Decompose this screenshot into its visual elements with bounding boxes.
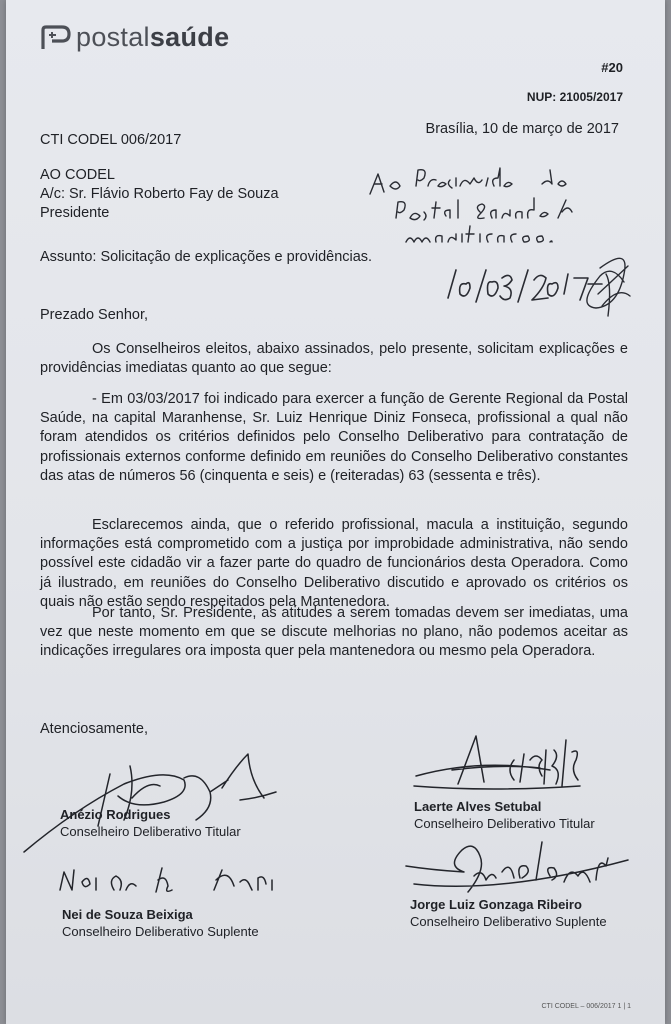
recipient-line: AO CODEL bbox=[40, 167, 115, 183]
signatory-role: Conselheiro Deliberativo Suplente bbox=[62, 924, 259, 939]
letter-subject: Assunto: Solicitação de explicações e providências. bbox=[40, 249, 373, 265]
letter-closing: Atenciosamente, bbox=[40, 721, 149, 737]
signature-laerte-alves-setubal bbox=[410, 730, 640, 800]
handwritten-dispatch-note bbox=[362, 156, 632, 326]
recipient-block bbox=[40, 166, 279, 223]
letter-date: Brasília, 10 de março de 2017 bbox=[425, 121, 619, 137]
document-number: #20 bbox=[601, 60, 623, 75]
body-paragraph: - Em 03/03/2017 foi indicado para exercer a função de Gerente Regional da Postal Saúde, na capital Maranhense, Sr. Luiz Henrique Diniz Fonseca, profissional a qual não foram atendidos os critérios definidos pelo Conselho Deliberativo para contratação de profissionais externos conforme definido em reuniões do Conselho Deliberativo constantes das atas de números 56 (cinquenta e seis) e (reiteradas) 63 (sessenta e três). bbox=[40, 391, 628, 484]
signatory-role: Conselheiro Deliberativo Titular bbox=[60, 824, 241, 839]
signature-nei-de-souza-beixiga bbox=[54, 860, 284, 904]
body-paragraph: Por tanto, Sr. Presidente, as atitudes a serem tomadas devem ser imediatas, uma vez que neste momento em que se discute melhorias no plano, não podemos aceitar as indicações irregulares ora imposta quer pela mantenedora ou mesmo pela Operadora. bbox=[40, 605, 628, 660]
signatory-block bbox=[60, 806, 241, 840]
postal-saude-logo bbox=[40, 22, 229, 53]
signatory-name: Laerte Alves Setubal bbox=[414, 799, 542, 814]
logo-wordmark: postalsaúde bbox=[76, 22, 230, 52]
body-paragraph: Os Conselheiros eleitos, abaixo assinados, pelo presente, solicitam explicações e providências imediatas quanto ao que segue: bbox=[40, 341, 628, 377]
signatory-role: Conselheiro Deliberativo Suplente bbox=[410, 914, 607, 929]
signatory-block bbox=[410, 896, 607, 930]
letter-reference: CTI CODEL 006/2017 bbox=[40, 132, 182, 148]
signatory-name: Anézio Rodrigues bbox=[60, 807, 171, 822]
signatory-block bbox=[62, 906, 259, 940]
recipient-line: Presidente bbox=[40, 205, 110, 221]
page-footer-reference: CTI CODEL – 006/2017 1 | 1 bbox=[541, 1003, 631, 1010]
signatory-block bbox=[414, 798, 595, 832]
letter-greeting: Prezado Senhor, bbox=[40, 307, 149, 323]
signatory-name: Nei de Souza Beixiga bbox=[62, 907, 193, 922]
signature-anezio-rodrigues bbox=[14, 740, 284, 860]
signatory-name: Jorge Luiz Gonzaga Ribeiro bbox=[410, 897, 582, 912]
postal-saude-logo-icon bbox=[40, 25, 72, 51]
letter-page bbox=[6, 0, 665, 1024]
recipient-line: A/c: Sr. Flávio Roberto Fay de Souza bbox=[40, 186, 279, 202]
nup-number: NUP: 21005/2017 bbox=[526, 90, 623, 104]
body-paragraph: Esclarecemos ainda, que o referido profissional, macula a instituição, segundo informações está comprometido com a justiça por improbidade administrativa, não sendo possível este cidadão vir a fazer parte do quadro de funcionários desta Operadora. Como já ilustrado, em reuniões do Conselho Deliberativo discutido e aprovado os critérios os quais não estão sendo respeitados pela Mantenedora. bbox=[40, 517, 628, 610]
signatory-role: Conselheiro Deliberativo Titular bbox=[414, 816, 595, 831]
